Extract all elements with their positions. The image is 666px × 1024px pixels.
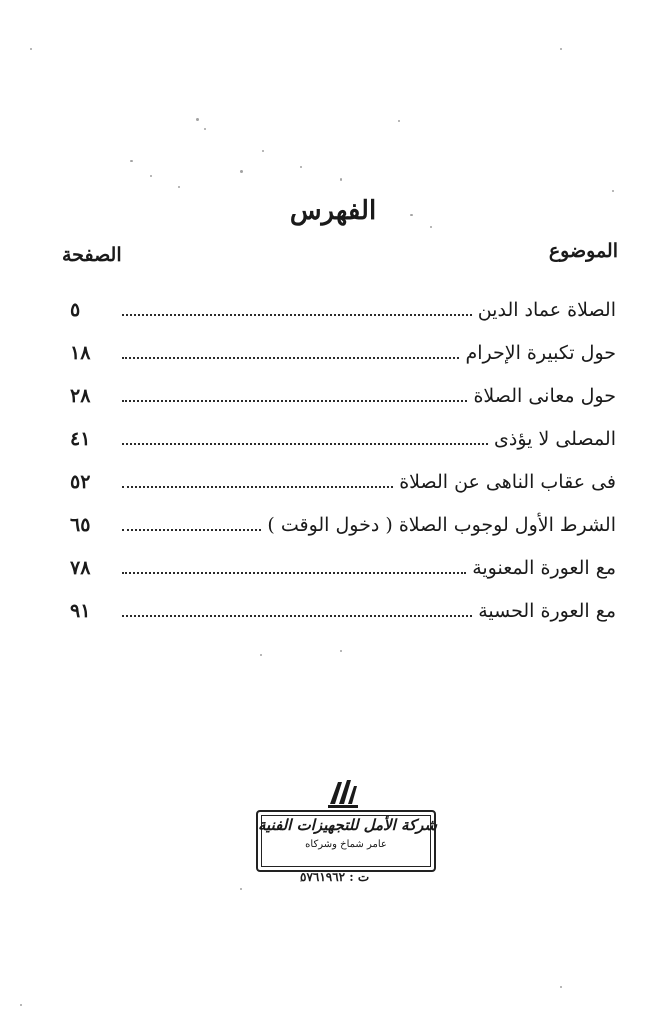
scan-speck xyxy=(262,150,264,152)
dot-leader xyxy=(122,357,459,359)
scan-speck xyxy=(150,175,152,177)
toc-entry-page: ١٨ xyxy=(70,342,91,364)
toc-entry-title: المصلى لا يؤذى xyxy=(493,428,616,450)
toc-entry-title: مع العورة الحسية xyxy=(478,600,616,622)
toc-entry xyxy=(70,454,616,497)
scan-speck xyxy=(398,120,400,122)
scan-speck xyxy=(178,186,180,188)
scan-speck xyxy=(130,160,133,162)
toc-entry-page: ٩١ xyxy=(70,600,91,622)
scan-speck xyxy=(340,178,342,181)
scan-speck xyxy=(20,1004,22,1006)
scan-speck xyxy=(560,986,562,988)
toc-entry-page: ٥ xyxy=(70,299,81,321)
scan-speck xyxy=(240,888,242,890)
dot-leader xyxy=(122,486,393,488)
toc-entry xyxy=(70,583,616,626)
scan-speck xyxy=(240,170,243,173)
toc-entry xyxy=(70,411,616,454)
scan-speck xyxy=(430,226,432,228)
toc-entry-page: ٦٥ xyxy=(70,514,91,536)
toc-entry xyxy=(70,540,616,583)
dot-leader xyxy=(122,572,466,574)
toc-entry xyxy=(70,368,616,411)
table-of-contents xyxy=(70,282,616,626)
toc-entry-title: الشرط الأول لوجوب الصلاة ( دخول الوقت ) xyxy=(267,514,616,536)
dot-leader xyxy=(122,615,472,617)
scan-speck xyxy=(196,118,199,121)
scan-speck xyxy=(612,190,614,192)
scan-speck xyxy=(204,128,206,130)
toc-entry xyxy=(70,497,616,540)
toc-entry-title: فى عقاب الناهى عن الصلاة xyxy=(399,471,616,493)
toc-entry-page: ٧٨ xyxy=(70,557,91,579)
publisher-stamp xyxy=(256,810,436,872)
scan-speck xyxy=(300,166,302,168)
index-title: الفهرس xyxy=(289,196,377,226)
scan-speck xyxy=(260,654,262,656)
toc-entry xyxy=(70,325,616,368)
publisher-phone: ت : ٥٧٦١٩٦٢ xyxy=(300,870,370,884)
toc-entry-page: ٢٨ xyxy=(70,385,91,407)
toc-entry-title: حول معانى الصلاة xyxy=(473,385,616,407)
toc-entry xyxy=(70,282,616,325)
dot-leader xyxy=(122,443,488,445)
toc-entry-title: حول تكبيرة الإحرام xyxy=(465,342,616,364)
toc-entry-title: مع العورة المعنوية xyxy=(472,557,616,579)
toc-entry-title: الصلاة عماد الدين xyxy=(477,299,616,321)
dot-leader xyxy=(122,400,467,402)
dot-leader xyxy=(122,314,472,316)
publisher-name: شركة الأمل للتجهيزات الفنية xyxy=(258,816,437,834)
scan-speck xyxy=(30,48,32,50)
scan-speck xyxy=(340,650,342,652)
toc-entry-page: ٤١ xyxy=(70,428,91,450)
toc-entry-page: ٥٢ xyxy=(70,471,91,493)
page-column-header: الصفحة xyxy=(62,244,122,266)
topic-column-header: الموضوع xyxy=(548,240,618,262)
publisher-logo-icon xyxy=(326,776,360,810)
scan-speck xyxy=(560,48,562,50)
publisher-partners: عامر شماخ وشركاه xyxy=(305,839,387,850)
dot-leader xyxy=(122,529,261,531)
